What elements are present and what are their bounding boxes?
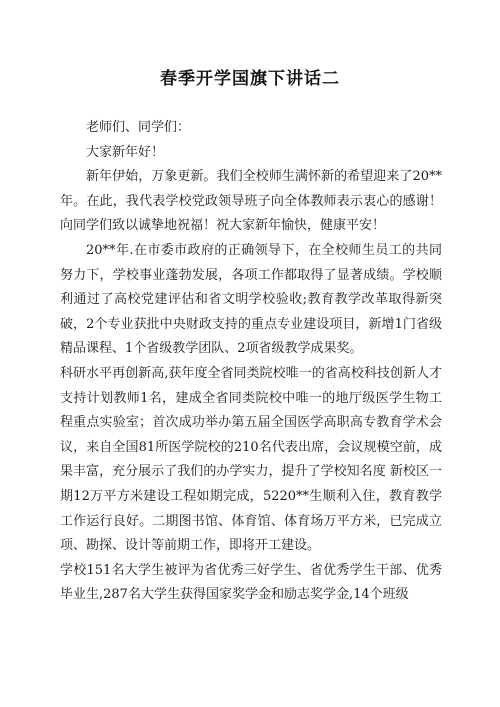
document-body [60,116,442,608]
body-paragraph: 新年伊始，万象更新。我们全校师生满怀新的希望迎来了20**年。在此，我代表学校党政领导班子向全体教师表示衷心的感谢！向同学们致以诚挚地祝福！祝大家新年愉快，健康平安！ [60,169,442,234]
body-paragraph: 科研水平再创新高,获年度全省同类院校唯一的省高校科技创新人才支持计划教师1名，建成全省同类院校中唯一的地厅级医学生物工程重点实验室；首次成功举办第五届全国医学高职高专教育学术会议，来自全国81所医学院校的210名代表出席，会议规模空前，成果丰富，充分展示了我们的办学实力，提升了学校知名度 新校区一期12万平方米建设工程如期完成，5220**生顺利入住，教育教学工作运行良好。二期图书馆、体育馆、体育场万平方米，已完成立项、勘探、设计等前期工作，即将开工建设。 [60,365,442,554]
salutation-paragraph: 老师们、同学们： [86,120,191,135]
greeting-paragraph: 大家新年好！ [86,144,165,160]
body-paragraph: 20**年.在市委市政府的正确领导下，在全校师生员工的共同努力下，学校事业蓬勃发展，各项工作都取得了显著成绩。学校顺利通过了高校党建评估和省文明学校验收;教育教学改革取得新突破，2个专业获批中央财政支持的重点专业建设项目，新增1门省级精品课程、1个省级教学团队、2项省级教学成果奖。 [60,242,442,357]
body-paragraph: 学校151名大学生被评为省优秀三好学生、省优秀学生干部、优秀毕业生,287名大学生获得国家奖学金和励志奖学金,14个班级 [60,562,442,603]
document-title: 春季开学国旗下讲话二 [160,69,340,89]
